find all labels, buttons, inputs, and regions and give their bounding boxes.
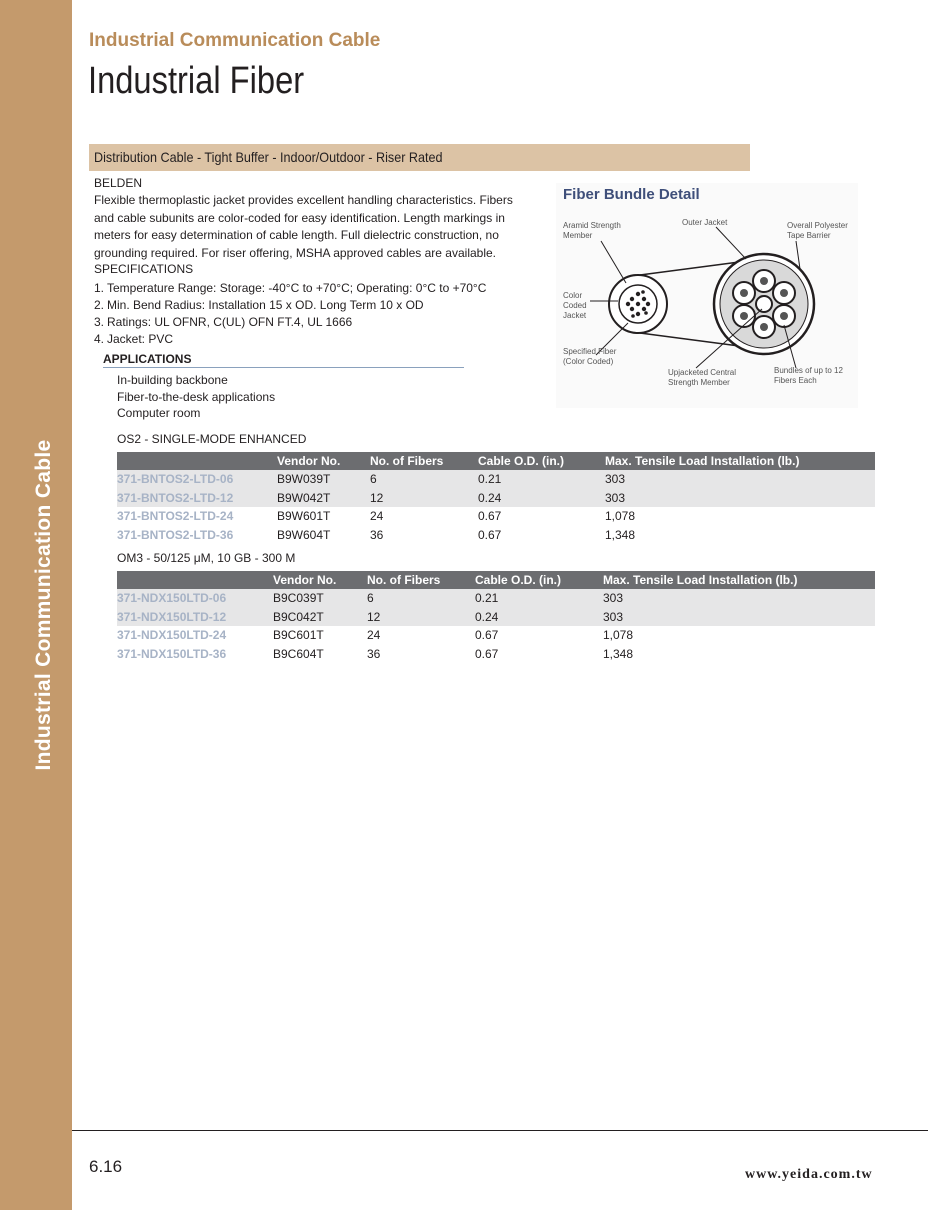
footer-divider bbox=[72, 1130, 928, 1131]
part-number[interactable]: 371-BNTOS2-LTD-24 bbox=[117, 509, 234, 524]
tensile-load: 303 bbox=[603, 608, 875, 627]
fiber-bundle-figure bbox=[556, 183, 858, 408]
column-header: Vendor No. bbox=[277, 452, 370, 470]
column-header bbox=[117, 571, 273, 589]
vendor-number: B9C601T bbox=[273, 628, 324, 643]
section-kicker: Industrial Communication Cable bbox=[89, 30, 381, 51]
application-item: Fiber-to-the-desk applications bbox=[117, 389, 276, 404]
label-outer-jacket: Outer Jacket bbox=[682, 218, 728, 227]
fiber-count: 6 bbox=[367, 589, 475, 608]
tensile-load: 1,078 bbox=[603, 628, 634, 643]
product-description: Flexible thermoplastic jacket provides excellent handling characteristics. Fibers and cable subunits are color-coded for easy identification. Length markings in meters for easy determination of cable length. Full dielectric construction, no grounding required. For riser offering, MSHA approved cables are available. bbox=[94, 193, 513, 260]
part-number[interactable]: 371-NDX150LTD-24 bbox=[117, 628, 227, 643]
figure-title: Fiber Bundle Detail bbox=[563, 186, 700, 203]
spec-item: 4. Jacket: PVC bbox=[94, 332, 174, 346]
application-item: Computer room bbox=[117, 406, 201, 420]
cable-od: 0.67 bbox=[478, 509, 502, 524]
application-item: In-building backbone bbox=[117, 373, 228, 387]
vendor-number: B9C604T bbox=[273, 646, 324, 661]
brand-name: BELDEN bbox=[94, 176, 143, 190]
spec-item: 1. Temperature Range: Storage: -40°C to +70°C; Operating: 0°C to +70°C bbox=[94, 281, 487, 295]
cable-od: 0.21 bbox=[475, 589, 603, 608]
table-header-row bbox=[117, 452, 875, 470]
specifications-heading: SPECIFICATIONS bbox=[94, 262, 194, 276]
section-title: Distribution Cable - Tight Buffer - Indoor/Outdoor - Riser Rated bbox=[94, 149, 443, 165]
column-header bbox=[117, 452, 277, 470]
table-row bbox=[117, 489, 875, 508]
part-number[interactable]: 371-BNTOS2-LTD-36 bbox=[117, 527, 234, 542]
cable-od: 0.67 bbox=[478, 527, 502, 542]
column-header: Vendor No. bbox=[273, 571, 367, 589]
part-number[interactable]: 371-NDX150LTD-36 bbox=[117, 646, 227, 661]
cable-od: 0.21 bbox=[478, 470, 605, 489]
table-row bbox=[117, 526, 875, 545]
part-number[interactable]: 371-BNTOS2-LTD-12 bbox=[117, 489, 277, 508]
sidebar bbox=[0, 0, 72, 1210]
table-row bbox=[117, 608, 875, 627]
part-number[interactable]: 371-NDX150LTD-12 bbox=[117, 608, 273, 627]
website-link[interactable]: www.yeida.com.tw bbox=[745, 1167, 873, 1182]
column-header: No. of Fibers bbox=[367, 571, 475, 589]
table-title-os2: OS2 - SINGLE-MODE ENHANCED bbox=[117, 432, 307, 446]
spec-item: 2. Min. Bend Radius: Installation 15 x OD. Long Term 10 x OD bbox=[94, 298, 424, 312]
vendor-number: B9C039T bbox=[273, 589, 367, 608]
fiber-count: 12 bbox=[370, 489, 478, 508]
column-header: Cable O.D. (in.) bbox=[478, 452, 605, 470]
fiber-count: 36 bbox=[370, 527, 384, 542]
vendor-number: B9W042T bbox=[277, 489, 370, 508]
label-polyester: Overall Polyester Tape Barrier bbox=[787, 221, 848, 240]
spec-item: 3. Ratings: UL OFNR, C(UL) OFN FT.4, UL 1666 bbox=[94, 315, 353, 329]
vendor-number: B9W039T bbox=[277, 470, 370, 489]
label-specified-fiber: Specified Fiber (Color Coded) bbox=[563, 347, 617, 366]
column-header: No. of Fibers bbox=[370, 452, 478, 470]
fiber-count: 24 bbox=[370, 509, 384, 524]
table-title-om3: OM3 - 50/125 μM, 10 GB - 300 M bbox=[117, 551, 296, 565]
applications-list bbox=[117, 372, 275, 422]
vendor-number: B9W601T bbox=[277, 509, 331, 524]
part-number[interactable]: 371-NDX150LTD-06 bbox=[117, 589, 273, 608]
table-header-row bbox=[117, 571, 875, 589]
label-bundles: Bundles of up to 12 Fibers Each bbox=[774, 366, 843, 385]
fiber-count: 6 bbox=[370, 470, 478, 489]
label-central-strength: Upjacketed Central Strength Member bbox=[668, 368, 737, 387]
vendor-number: B9C042T bbox=[273, 608, 367, 627]
page-title: Industrial Fiber bbox=[88, 60, 305, 102]
tensile-load: 303 bbox=[605, 470, 875, 489]
page-number: 6.16 bbox=[89, 1157, 123, 1176]
fiber-count: 12 bbox=[367, 608, 475, 627]
sidebar-label: Industrial Communication Cable bbox=[32, 439, 55, 771]
tensile-load: 1,078 bbox=[605, 509, 636, 524]
fiber-count: 36 bbox=[367, 646, 381, 661]
applications-heading: APPLICATIONS bbox=[103, 352, 464, 368]
tensile-load: 303 bbox=[603, 589, 875, 608]
spec-table-os2 bbox=[117, 452, 875, 544]
cable-od: 0.67 bbox=[475, 646, 499, 661]
cable-od: 0.67 bbox=[475, 628, 499, 643]
label-aramid: Aramid Strength Member bbox=[563, 221, 621, 240]
tensile-load: 1,348 bbox=[603, 646, 634, 661]
specifications-list bbox=[94, 280, 486, 348]
cable-od: 0.24 bbox=[478, 489, 605, 508]
fiber-count: 24 bbox=[367, 628, 381, 643]
table-row bbox=[117, 589, 875, 608]
tensile-load: 303 bbox=[605, 489, 875, 508]
vendor-number: B9W604T bbox=[277, 527, 331, 542]
part-number[interactable]: 371-BNTOS2-LTD-06 bbox=[117, 470, 277, 489]
cable-od: 0.24 bbox=[475, 608, 603, 627]
table-row bbox=[117, 645, 875, 664]
spec-table-om3 bbox=[117, 571, 875, 663]
label-color-jacket: Color Coded Jacket bbox=[563, 291, 587, 320]
tensile-load: 1,348 bbox=[605, 527, 636, 542]
column-header: Cable O.D. (in.) bbox=[475, 571, 603, 589]
table-row bbox=[117, 507, 875, 526]
section-title-bar bbox=[89, 144, 750, 171]
table-row bbox=[117, 626, 875, 645]
table-row bbox=[117, 470, 875, 489]
column-header: Max. Tensile Load Installation (lb.) bbox=[605, 452, 875, 470]
column-header: Max. Tensile Load Installation (lb.) bbox=[603, 571, 875, 589]
